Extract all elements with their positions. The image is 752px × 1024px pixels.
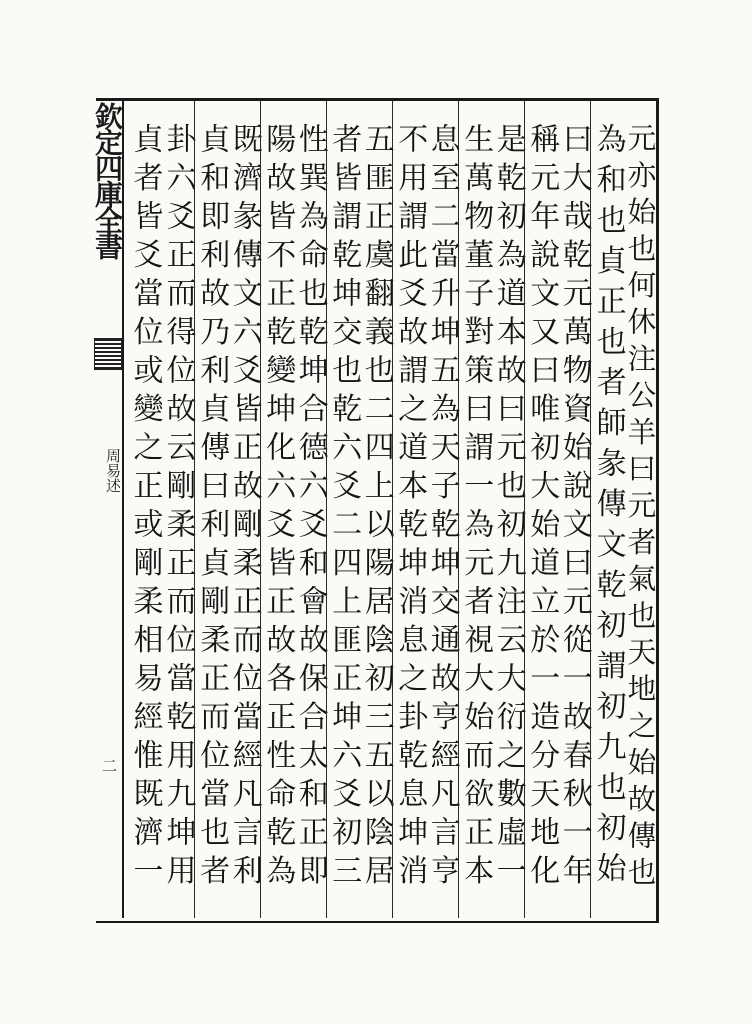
text-column xyxy=(524,101,590,918)
text-column xyxy=(590,101,656,918)
column-text: 生萬物董子對策曰謂一為元者視大始而欲正本 xyxy=(458,123,494,893)
column-text: 性巽為命也乾坤合德六爻和會故保合太和正即 xyxy=(292,123,328,893)
section-title: 周易述 xyxy=(104,448,122,493)
text-column xyxy=(194,101,260,918)
column-text: 貞者皆爻當位或變之正或剛柔相易經惟既濟一 xyxy=(127,123,163,893)
column-text: 不用謂此爻故謂之道本乾坤消息之卦乾息坤消 xyxy=(392,123,428,893)
column-text: 息至二當升坤五為天子乾坤交通故亨經凡言亨 xyxy=(424,123,460,893)
text-column xyxy=(260,101,326,918)
column-text: 陽故皆不正乾變坤化六爻皆正故各正性命乾為 xyxy=(260,123,296,893)
book-title: 欽定四庫全書 xyxy=(91,102,124,258)
column-text: 者皆謂乾坤交也乾六爻二四上匪正坤六爻初三 xyxy=(326,123,362,893)
column-text: 稱元年說文又曰唯初大始道立於一造分天地化 xyxy=(524,123,560,893)
column-text: 卦六爻正而得位故云剛柔正而位當乾用九坤用 xyxy=(160,123,196,893)
column-text: 既濟彖傳文六爻皆正故剛柔正而位當經凡言利 xyxy=(226,123,262,893)
text-column xyxy=(392,101,458,918)
column-text: 五匪正虞翻義也二四上以陽居陰初三五以陰居 xyxy=(358,123,394,893)
column-text: 元亦始也何休注公羊曰元者氣也天地之始故傳也 xyxy=(623,123,658,894)
column-text: 為和也貞正也者師彖傳文乾初謂初九也初始 xyxy=(590,123,626,893)
column-text: 是乾初為道本故曰元也初九注云大衍之數虛一 xyxy=(490,123,526,893)
column-text: 貞和即利故乃利貞傳曰利貞剛柔正而位當也者 xyxy=(194,123,230,893)
page-number: 二 xyxy=(100,758,118,773)
text-column xyxy=(326,101,392,918)
text-column xyxy=(458,101,524,918)
text-columns xyxy=(112,101,656,918)
text-column xyxy=(128,101,194,918)
column-text: 曰大哉乾元萬物資始說文曰元從一故春秋一年 xyxy=(556,123,592,893)
